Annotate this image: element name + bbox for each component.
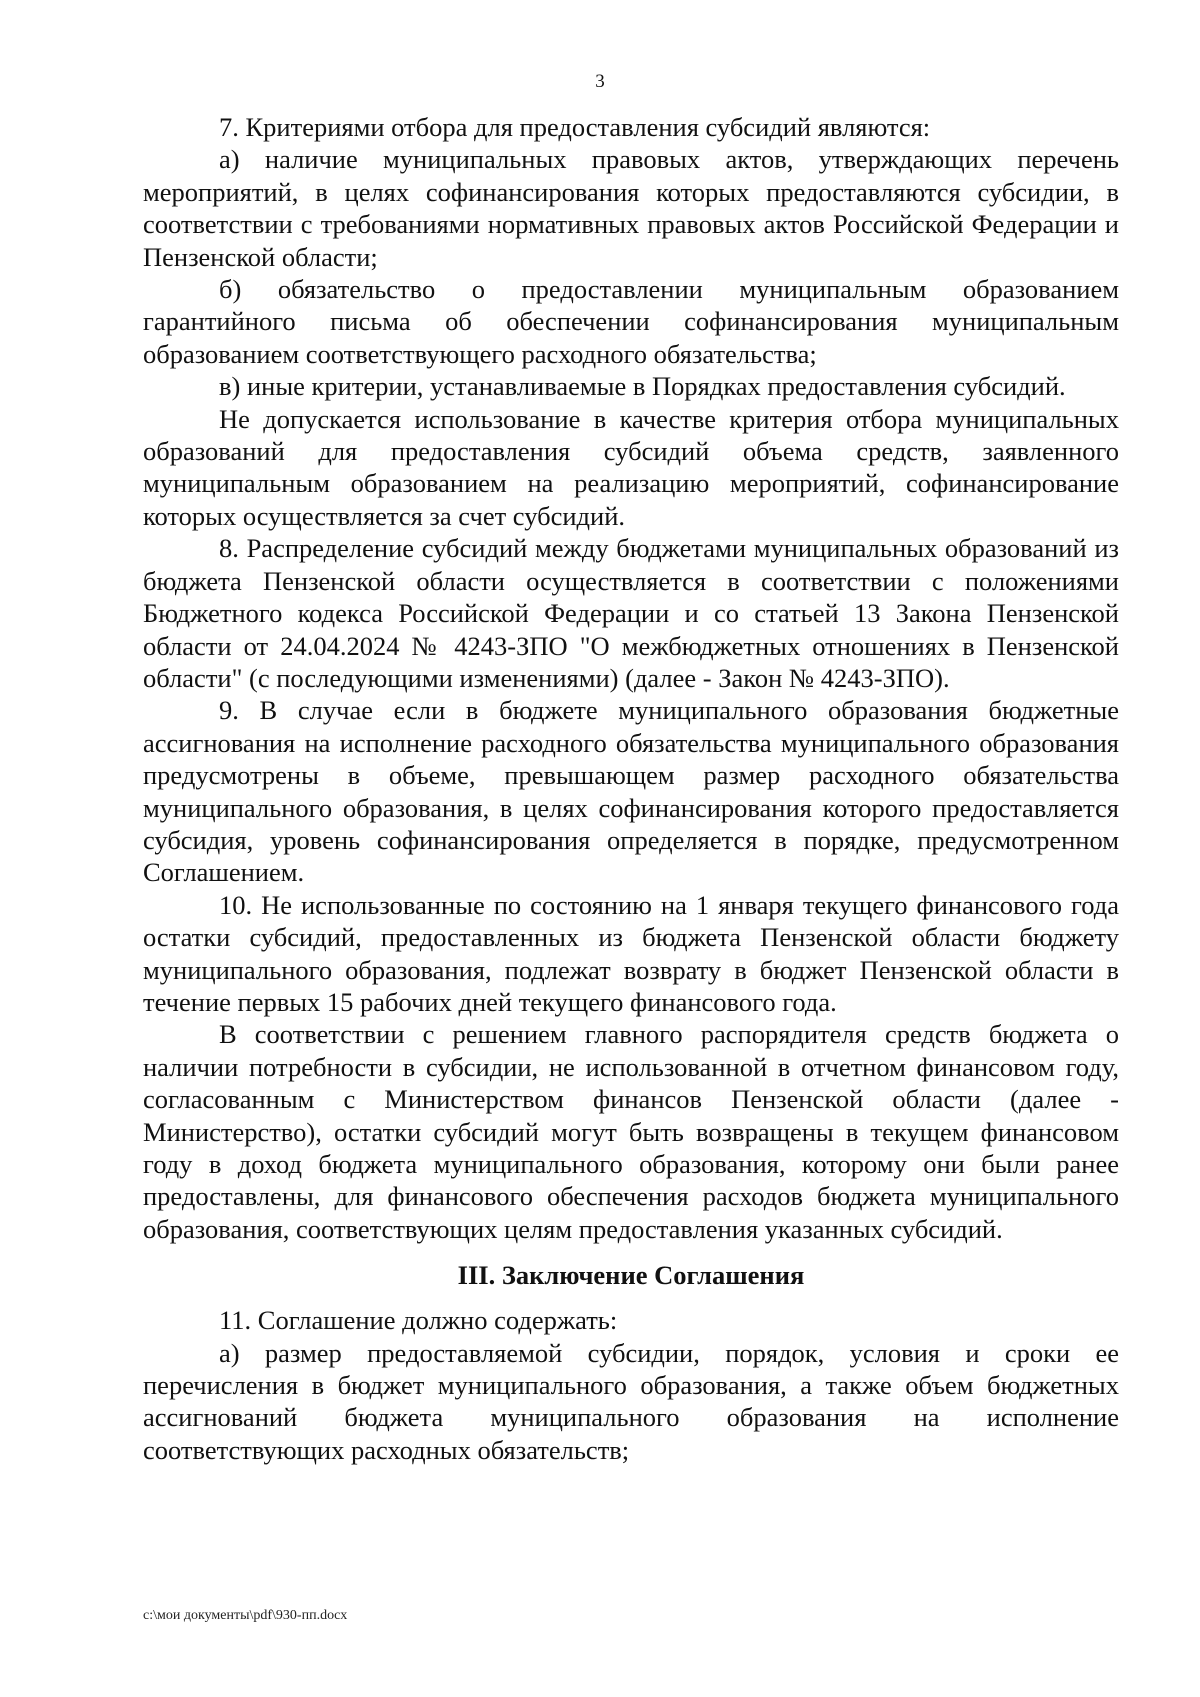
paragraph-7: 7. Критериями отбора для предоставления субсидий являются: [219,112,931,142]
paragraph-11: 11. Соглашение должно содержать: [219,1305,618,1336]
page-number: 3 [595,71,605,92]
footer-file-path: c:\мои документы\pdf\930-пп.docx [143,1608,348,1623]
paragraph-10: 10. Не использованные по состоянию на 1 января текущего финансового года остатки субсидий, предоставленных из бюджета Пензенской области бюджету муниципального образования, подлежат возврату в бюджет Пензенской области в течение первых 15 рабочих дней текущего финансового года. [143,889,1119,1017]
paragraph-9: 9. В случае если в бюджете муниципального образования бюджетные ассигнования на исполнение расходного обязательства муниципального образования предусмотрены в объеме, превышающем размер расходного обязательства муниципального образования, в целях софинансирования которого предоставляется субсидия, уровень софинансирования определяется в порядке, предусмотренном Соглашением. [143,695,1119,888]
paragraph-8: 8. Распределение субсидий между бюджетами муниципальных образований из бюджета Пензенской области осуществляется в соответствии с положениями Бюджетного кодекса Российской Федерации и со статьей 13 Закона Пензенской области от 24.04.2024 № 4243-ЗПО "О межбюджетных отношениях в Пензенской области" (с последующими изменениями) (далее - Закон № 4243-ЗПО). [143,533,1119,693]
paragraph-10-note: В соответствии с решением главного распорядителя средств бюджета о наличии потребности в субсидии, не использованной в отчетном финансовом году, согласованным с Министерством финансов Пензенской области (далее - Министерство), остатки субсидий могут быть возвращены в текущем финансовом году в доход бюджета муниципального образования, которому они были ранее предоставлены, для финансового обеспечения расходов бюджета муниципального образования, соответствующих целям предоставления указанных субсидий. [143,1019,1119,1244]
section-heading: III. Заключение Соглашения [457,1260,805,1291]
paragraph-7b: б) обязательство о предоставлении муниципальным образованием гарантийного письма об обеспечении софинансирования муниципальным образованием соответствующего расходного обязательства; [143,274,1119,369]
paragraph-7-note: Не допускается использование в качестве критерия отбора муниципальных образований для предоставления субсидий объема средств, заявленного муниципальным образованием на реализацию мероприятий, софинансирование которых осуществляется за счет субсидий. [143,403,1119,531]
paragraph-7a: а) наличие муниципальных правовых актов, утверждающих перечень мероприятий, в целях софинансирования которых предоставляются субсидии, в соответствии с требованиями нормативных правовых актов Российской Федерации и Пензенской области; [143,144,1119,272]
paragraph-7c: в) иные критерии, устанавливаемые в Порядках предоставления субсидий. [219,371,1066,402]
paragraph-11a: а) размер предоставляемой субсидии, порядок, условия и сроки ее перечисления в бюджет муниципального образования, а также объем бюджетных ассигнований бюджета муниципального образования на исполнение соответствующих расходных обязательств; [143,1337,1119,1465]
document-body [143,111,1119,1466]
